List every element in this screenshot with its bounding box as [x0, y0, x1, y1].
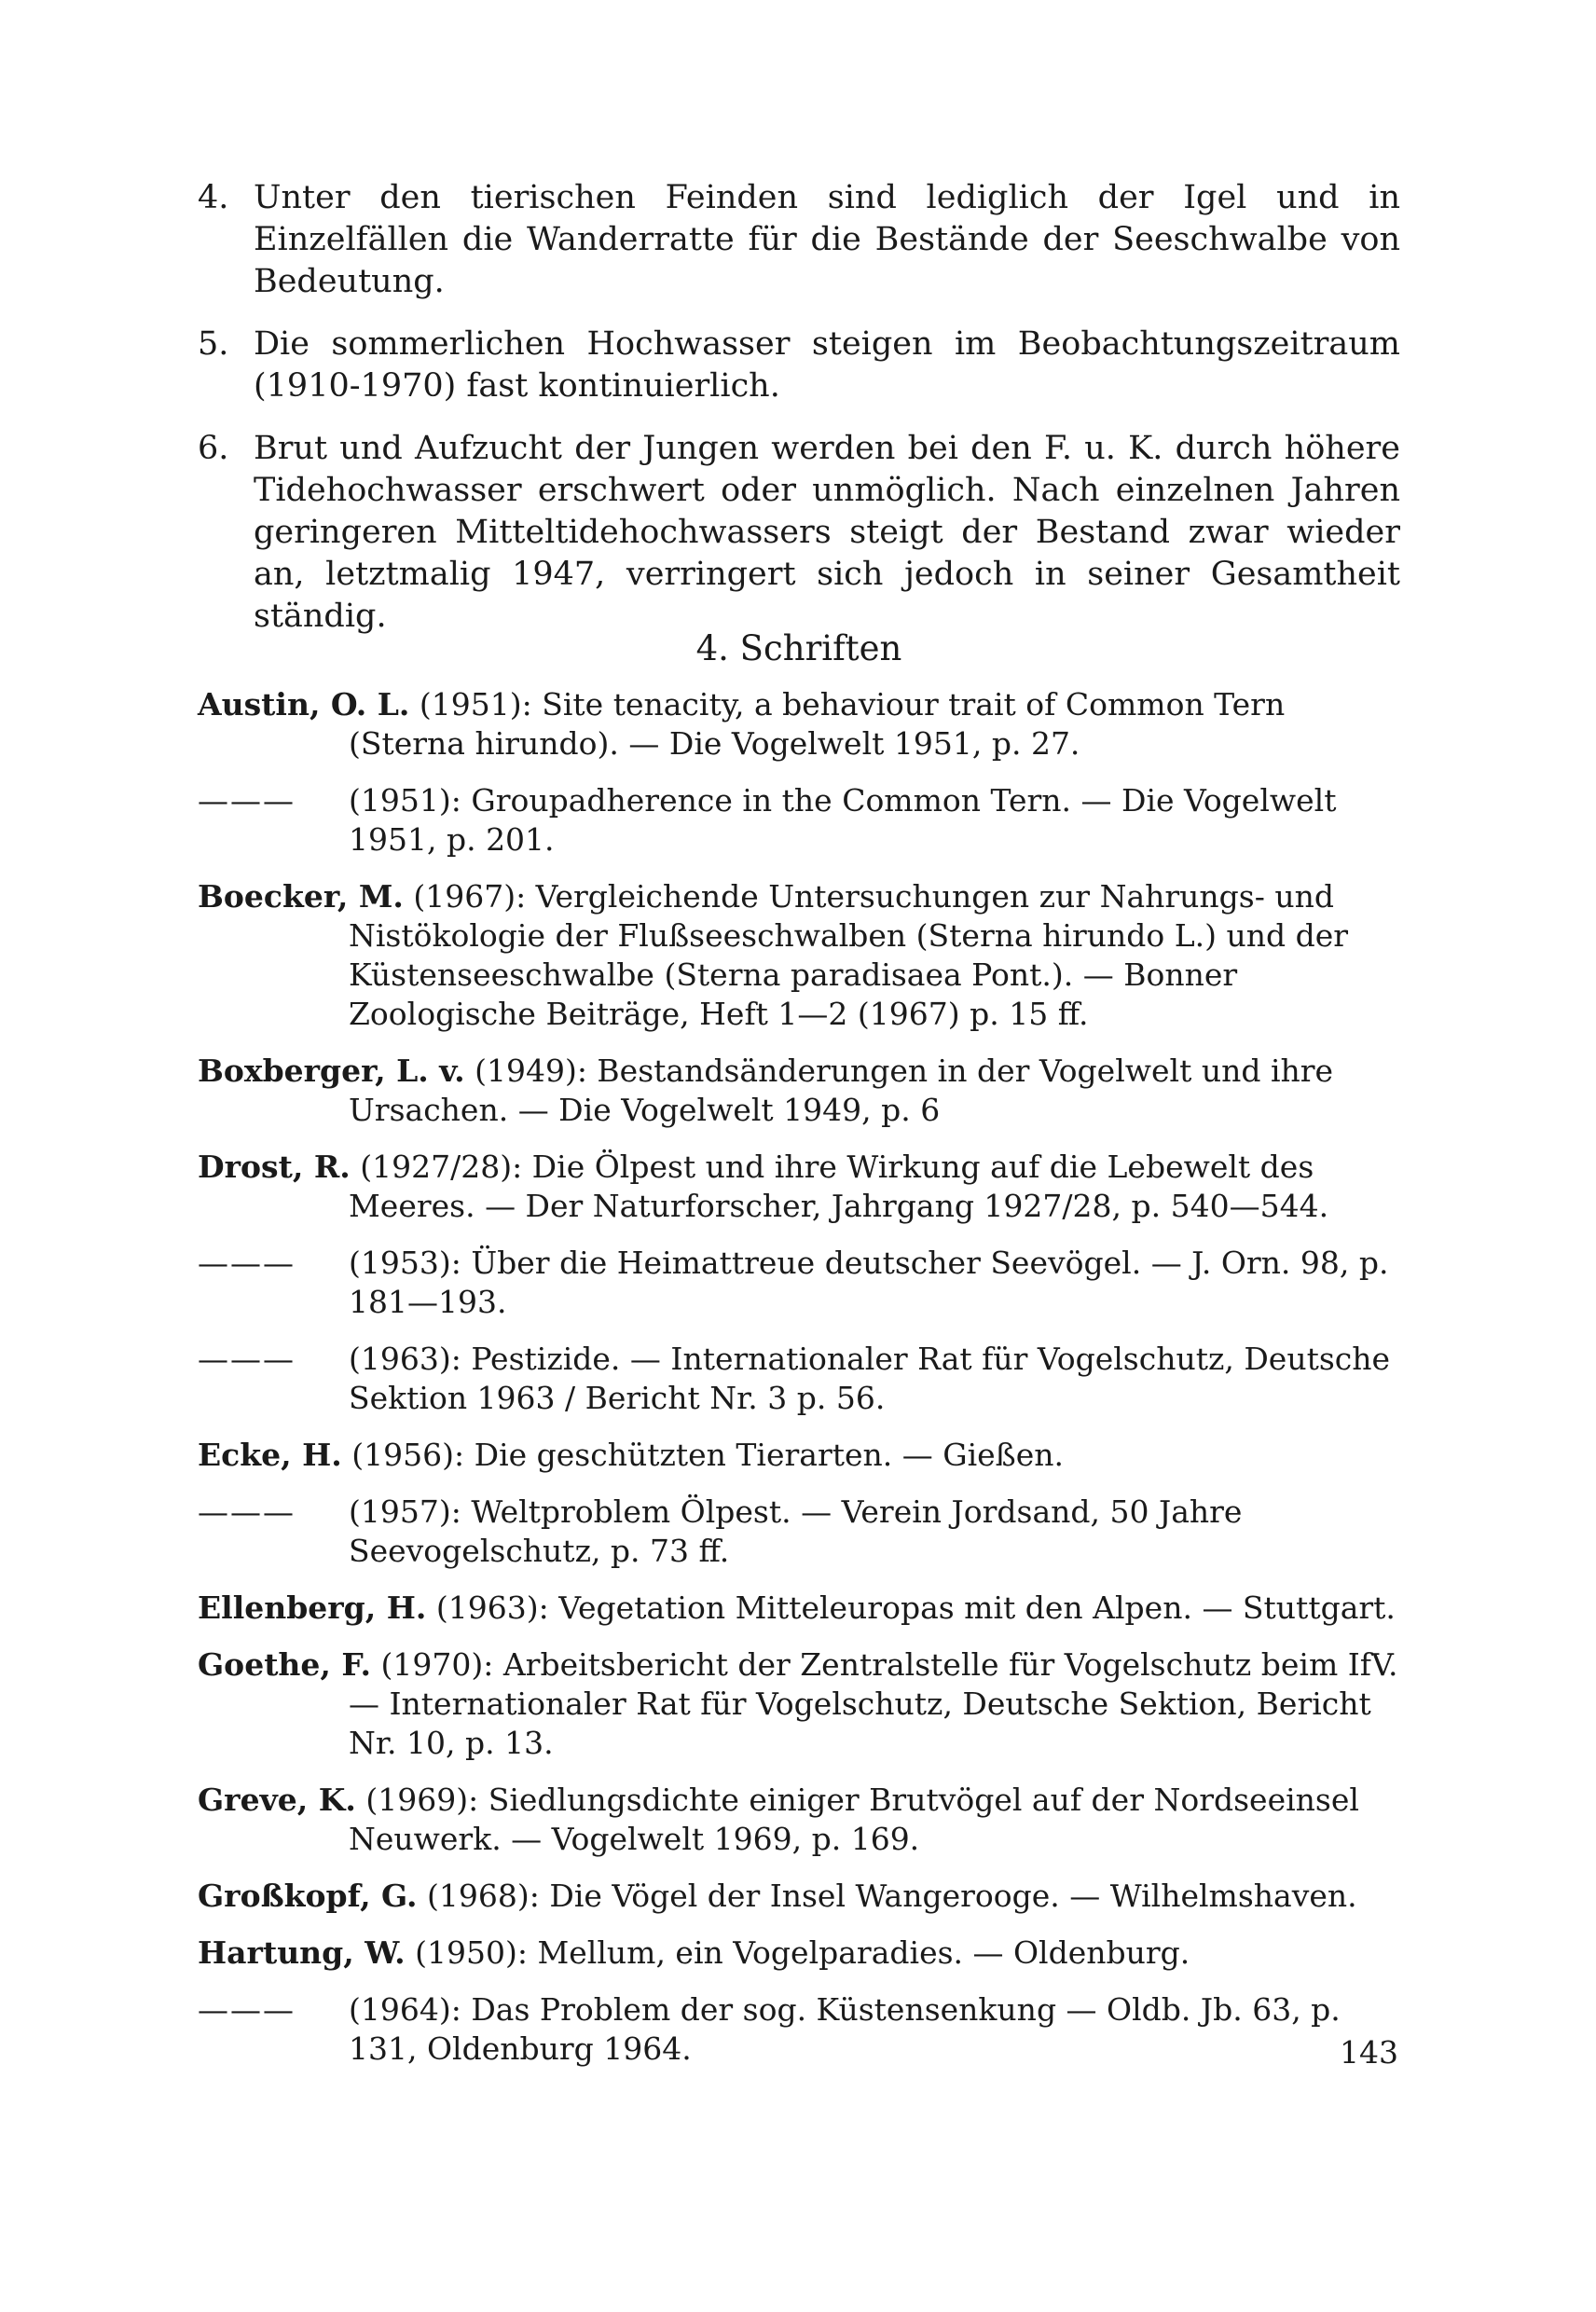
section-heading: 4. Schriften [695, 628, 902, 668]
reference-entry [198, 1052, 1400, 1130]
reference-text: (1951): Groupadherence in the Common Tern. — Die Vogelwelt 1951, p. 201. [349, 782, 1337, 858]
reference-entry [198, 1244, 1400, 1322]
conclusion-item [198, 428, 1400, 638]
item-text: Unter den tierischen Feinden sind lediglich der Igel und in Einzelfällen die Wanderratte für die Bestände der Seeschwalbe von Bedeutung. [254, 179, 1400, 300]
item-number: 5. [198, 325, 229, 363]
reference-author-dash: ——— [198, 1493, 296, 1530]
reference-author: Hartung, W. [198, 1934, 406, 1971]
reference-author: Ellenberg, H. [198, 1590, 427, 1626]
reference-text: (1957): Weltproblem Ölpest. — Verein Jordsand, 50 Jahre Seevogelschutz, p. 73 ff. [349, 1493, 1243, 1569]
reference-text: (1963): Vegetation Mitteleuropas mit den Alpen. — Stuttgart. [435, 1590, 1396, 1626]
reference-text: (1964): Das Problem der sog. Küstensenkung — Oldb. Jb. 63, p. 131, Oldenburg 1964. [349, 1991, 1341, 2067]
item-text: Die sommerlichen Hochwasser steigen im Beobachtungszeitraum (1910-1970) fast kontinuierlich. [254, 325, 1400, 405]
reference-entry [198, 1877, 1400, 1916]
reference-text: (1949): Bestandsänderungen in der Vogelwelt und ihre Ursachen. — Die Vogelwelt 1949, p. 6 [349, 1053, 1334, 1128]
reference-entry [198, 1493, 1400, 1571]
reference-entry [198, 1589, 1400, 1628]
reference-author: Goethe, F. [198, 1646, 371, 1683]
reference-author-dash: ——— [198, 782, 296, 819]
reference-author: Ecke, H. [198, 1437, 342, 1473]
reference-entry [198, 1990, 1400, 2069]
page-number: 143 [1340, 2034, 1398, 2071]
reference-text: (1970): Arbeitsbericht der Zentralstelle für Vogelschutz beim IfV. — Internationaler Rat für Vogelschutz, Deutsche Sektion, Bericht Nr. 10, p. 13. [349, 1646, 1398, 1761]
conclusion-item [198, 323, 1400, 407]
reference-entry [198, 1436, 1400, 1475]
reference-text: (1969): Siedlungsdichte einiger Brutvögel auf der Nordseeinsel Neuwerk. — Vogelwelt 1969, p. 169. [349, 1782, 1359, 1857]
reference-author: Boxberger, L. v. [198, 1053, 465, 1089]
conclusion-item [198, 177, 1400, 303]
reference-entry [198, 1340, 1400, 1418]
reference-entry [198, 781, 1400, 860]
reference-entry [198, 685, 1400, 764]
reference-entry [198, 877, 1400, 1034]
reference-text: (1953): Über die Heimattreue deutscher Seevögel. — J. Orn. 98, p. 181—193. [349, 1245, 1389, 1320]
reference-entry [198, 1148, 1400, 1226]
reference-text: (1956): Die geschützten Tierarten. — Gießen. [351, 1437, 1064, 1473]
reference-text: (1968): Die Vögel der Insel Wangerooge. — Wilhelmshaven. [427, 1878, 1357, 1914]
reference-text: (1950): Mellum, ein Vogelparadies. — Oldenburg. [415, 1934, 1190, 1971]
reference-author-dash: ——— [198, 1341, 296, 1377]
item-number: 4. [198, 179, 229, 216]
reference-author: Greve, K. [198, 1782, 356, 1818]
reference-author: Großkopf, G. [198, 1878, 418, 1914]
reference-author-dash: ——— [198, 1991, 296, 2028]
reference-text: (1967): Vergleichende Untersuchungen zur Nahrungs- und Nistökologie der Flußseeschwalben (Sterna hirundo L.) und der Küstenseeschwalbe (Sterna paradisaea Pont.). — Bonner Zoologische Beiträge, Heft 1—2 (1967) p. 15 ff. [349, 878, 1349, 1032]
reference-text: (1927/28): Die Ölpest und ihre Wirkung auf die Lebewelt des Meeres. — Der Naturforscher, Jahrgang 1927/28, p. 540—544. [349, 1149, 1329, 1224]
reference-entry [198, 1645, 1400, 1763]
reference-author: Austin, O. L. [198, 686, 410, 722]
item-text: Brut und Aufzucht der Jungen werden bei den F. u. K. durch höhere Tidehochwasser erschwert oder unmöglich. Nach einzelnen Jahren geringeren Mitteltidehochwassers steigt der Bestand zwar wieder an, letztmalig 1947, verringert sich jedoch in seiner Gesamtheit ständig. [254, 430, 1400, 635]
reference-entry [198, 1781, 1400, 1859]
reference-entry [198, 1934, 1400, 1973]
reference-text: (1951): Site tenacity, a behaviour trait of Common Tern (Sterna hirundo). — Die Vogelwelt 1951, p. 27. [349, 686, 1286, 762]
reference-author: Drost, R. [198, 1149, 351, 1185]
reference-list [198, 685, 1400, 2086]
item-number: 6. [198, 430, 229, 467]
reference-author: Boecker, M. [198, 878, 404, 915]
reference-text: (1963): Pestizide. — Internationaler Rat für Vogelschutz, Deutsche Sektion 1963 / Bericht Nr. 3 p. 56. [349, 1341, 1391, 1416]
numbered-conclusions [198, 177, 1400, 658]
reference-author-dash: ——— [198, 1245, 296, 1281]
